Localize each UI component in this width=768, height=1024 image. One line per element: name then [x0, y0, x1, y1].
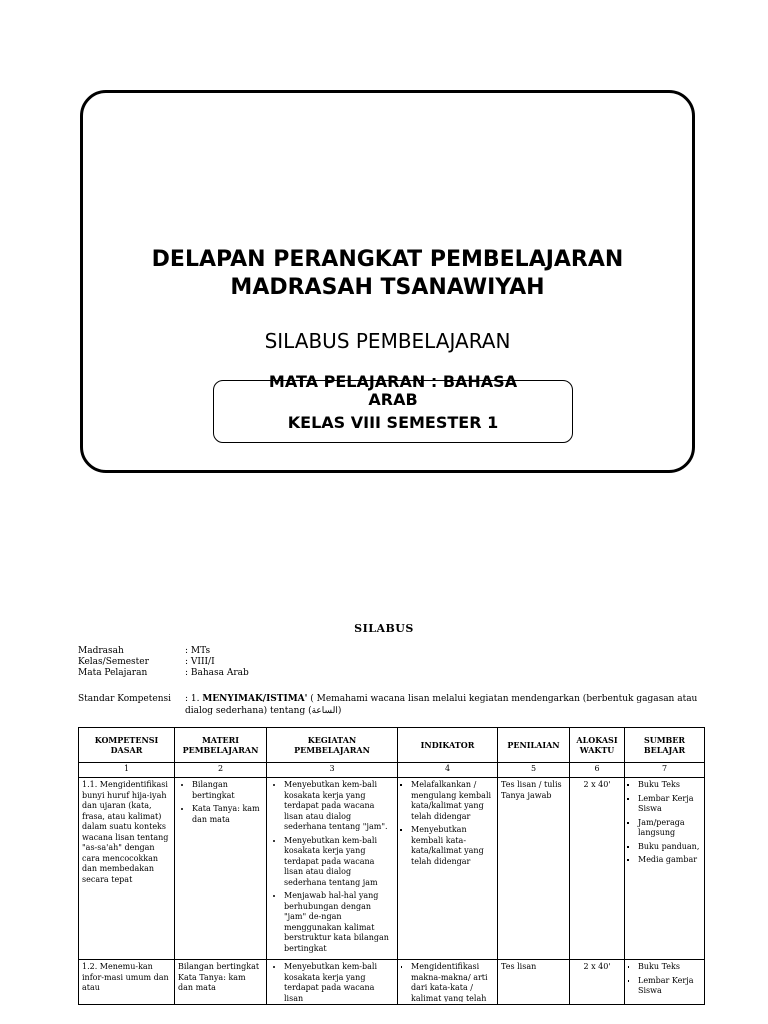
kd-cell: 1.1. Mengidentifikasi bunyi huruf hija-iyah dan ujaran (kata, frasa, atau kalimat) dalam suatu konteks wacana lisan tentang "as-sa'ah" dengan cara mencocokkan dan membedakan secara tepat — [79, 778, 175, 960]
meta-value: : MTs — [185, 646, 211, 656]
kd-cell — [79, 960, 175, 1005]
header-cell: PENILAIAN — [498, 728, 570, 763]
kegiatan-cell — [267, 778, 398, 960]
cover-title-line1: DELAPAN PERANGKAT PEMBELAJARAN — [151, 247, 624, 272]
meta-value: : Bahasa Arab — [185, 668, 249, 678]
standar-value — [185, 693, 700, 717]
penilaian-cell: Tes lisan / tulis Tanya jawab — [498, 778, 570, 960]
table-row — [79, 960, 705, 1005]
subject-line3: KELAS VIII SEMESTER 1 — [287, 413, 499, 432]
alokasi-cell: 2 x 40' — [570, 960, 625, 1005]
list-item: • Bilangan bertingkat — [192, 780, 263, 801]
header-cell: KEGIATAN PEMBELAJARAN — [267, 728, 398, 763]
table-row — [79, 778, 705, 960]
sumber-cell — [625, 778, 705, 960]
number-cell: 7 — [625, 763, 705, 778]
list-item: ▪ Jam/peraga langsung — [638, 818, 701, 839]
subject-line1: MATA PELAJARAN : BAHASA — [268, 372, 518, 391]
list-item: • Kata Tanya: kam dan mata — [192, 804, 263, 825]
materi-cell — [175, 778, 267, 960]
header-cell: KOMPETENSI DASAR — [79, 728, 175, 763]
list-item: ▪ Lembar Kerja Siswa — [638, 976, 701, 997]
meta-key: Madrasah — [78, 646, 124, 656]
kd-text: 1.2. Menemu-kan infor-masi umum dan atau — [82, 962, 169, 992]
header-cell: ALOKASI WAKTU — [570, 728, 625, 763]
cover-subtitle: SILABUS PEMBELAJARAN — [264, 329, 511, 353]
list-item: ▪ Buku Teks — [638, 962, 701, 973]
indikator-cell — [398, 778, 498, 960]
list-item: ▪ Menyebutkan kembali kata-kata/kalimat yang telah didengar — [411, 825, 494, 867]
header-cell: MATERI PEMBELAJARAN — [175, 728, 267, 763]
kegiatan-cell — [267, 960, 398, 1005]
standar-rest: ( Memahami wacana lisan melalui kegiatan mendengarkan (berbentuk gagasan atau dialog sederhana) tentang (الساعة) — [185, 694, 698, 716]
list-item: • Menyebutkan kem-bali kosakata kerja yang terdapat pada wacana lisan atau dialog sederhana tentang jam — [284, 836, 394, 889]
meta-key: Kelas/Semester — [78, 657, 149, 667]
standar-bold: MENYIMAK/ISTIMA' — [202, 694, 308, 704]
number-cell: 5 — [498, 763, 570, 778]
table-header-row — [79, 728, 705, 763]
standar-prefix: : 1. — [185, 694, 203, 704]
standar-key: Standar Kompetensi — [78, 694, 171, 704]
list-item: ▪ Buku Teks — [638, 780, 701, 791]
cover-title-line2: MADRASAH TSANAWIYAH — [230, 275, 545, 300]
list-item: • Menjawab hal-hal yang berhubungan dengan "jam" de-ngan menggunakan kalimat berstruktur kata bilangan bertingkat — [284, 891, 394, 954]
header-cell: SUMBER BELAJAR — [625, 728, 705, 763]
list-item: ▪ Melafalkankan / mengulang kembali kata/kalimat yang telah didengar — [411, 780, 494, 822]
list-item: ▪ Buku panduan, — [638, 842, 701, 853]
materi-text: Bilangan bertingkat Kata Tanya: kam dan mata — [178, 962, 260, 992]
meta-value: : VIII/I — [185, 657, 215, 667]
number-cell: 3 — [267, 763, 398, 778]
list-item: ▪ Mengidentifikasi makna-makna/ arti dari kata-kata / kalimat yang telah — [411, 962, 494, 1002]
subject-box — [213, 372, 573, 443]
header-cell: INDIKATOR — [398, 728, 498, 763]
number-cell: 4 — [398, 763, 498, 778]
penilaian-cell: Tes lisan — [498, 960, 570, 1005]
materi-cell — [175, 960, 267, 1005]
number-cell: 2 — [175, 763, 267, 778]
list-item: • Menyebutkan kem-bali kosakata kerja yang terdapat pada wacana lisan — [284, 962, 394, 1002]
subject-line2: ARAB — [368, 390, 418, 409]
silabus-heading: SILABUS — [354, 622, 414, 635]
meta-key: Mata Pelajaran — [78, 668, 148, 678]
syllabus-table — [78, 727, 705, 1005]
indikator-cell — [398, 960, 498, 1005]
alokasi-cell: 2 x 40' — [570, 778, 625, 960]
list-item: ▪ Lembar Kerja Siswa — [638, 794, 701, 815]
number-cell: 6 — [570, 763, 625, 778]
table-number-row — [79, 763, 705, 778]
number-cell: 1 — [79, 763, 175, 778]
list-item: ▪ Media gambar — [638, 855, 701, 866]
list-item: • Menyebutkan kem-bali kosakata kerja yang terdapat pada wacana lisan atau dialog sederhana tentang "jam". — [284, 780, 394, 833]
sumber-cell — [625, 960, 705, 1005]
cover-frame — [80, 90, 695, 473]
